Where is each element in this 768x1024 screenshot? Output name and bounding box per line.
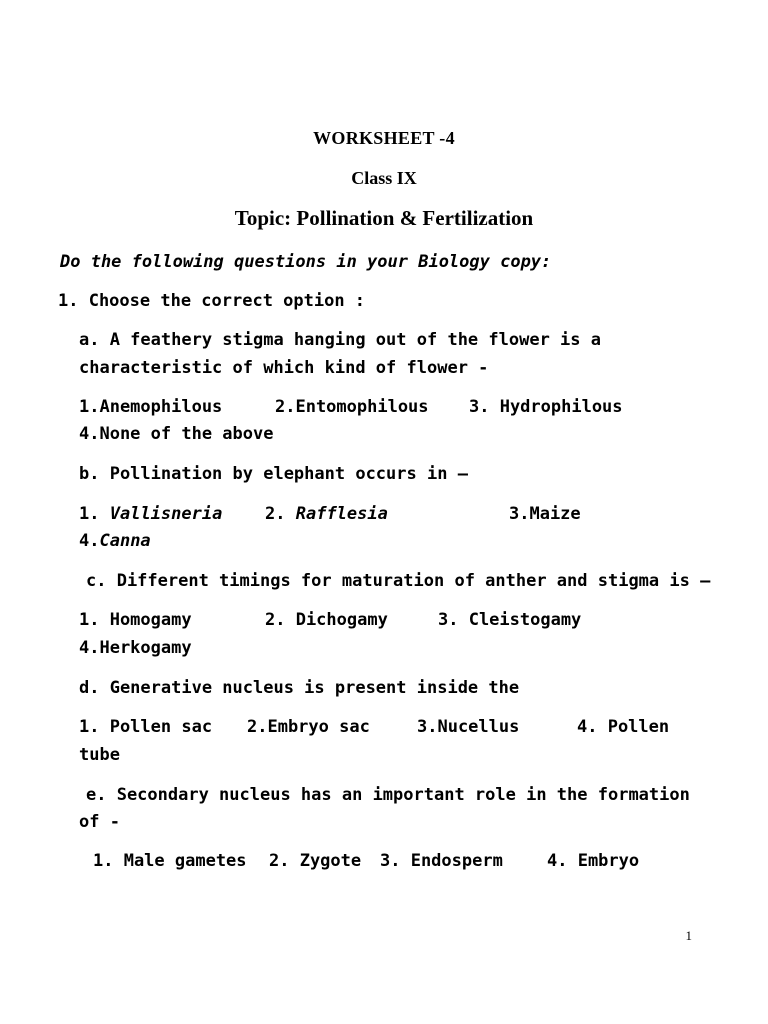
- part-e-option-1: 1. Male gametes: [93, 851, 247, 871]
- part-b-option-1-number: 1.: [79, 504, 100, 524]
- part-d-option-4: 4. Pollen: [577, 717, 670, 737]
- part-e-option-4: 4. Embryo: [547, 851, 640, 871]
- part-b-option-2-text: Rafflesia: [295, 504, 388, 524]
- instruction-text: Do the following questions in your Biology copy:: [60, 252, 552, 272]
- part-b-option-2: [265, 504, 388, 524]
- part-d-option-4-continued: tube: [79, 745, 120, 765]
- part-b-option-3: 3.Maize: [509, 504, 581, 524]
- part-b-option-1-text: Vallisneria: [109, 504, 223, 524]
- part-d-question: d. Generative nucleus is present inside the: [79, 678, 520, 698]
- part-c-question: c. Different timings for maturation of anther and stigma is –: [86, 571, 711, 591]
- part-b-option-4-number: 4.: [79, 531, 100, 551]
- part-d-option-3: 3.Nucellus: [417, 717, 520, 737]
- part-e-line-1: e. Secondary nucleus has an important role in the formation: [86, 785, 690, 805]
- part-c-option-2: 2. Dichogamy: [265, 610, 388, 630]
- part-c-option-3: 3. Cleistogamy: [438, 610, 582, 630]
- part-a-option-2: 2.Entomophilous: [275, 397, 429, 417]
- part-e-line-2: of -: [79, 812, 120, 832]
- topic-heading: Topic: Pollination & Fertilization: [234, 206, 534, 230]
- part-b-option-2-number: 2.: [265, 504, 286, 524]
- part-b-option-4-text: Canna: [99, 531, 151, 551]
- part-d-option-1: 1. Pollen sac: [79, 717, 213, 737]
- part-a-option-1: 1.Anemophilous: [79, 397, 223, 417]
- part-b-question: b. Pollination by elephant occurs in –: [79, 464, 468, 484]
- worksheet-title: WORKSHEET -4: [313, 128, 455, 148]
- page-number: 1: [685, 928, 692, 943]
- part-a-line-2: characteristic of which kind of flower -: [79, 358, 489, 378]
- part-a-option-3: 3. Hydrophilous: [469, 397, 623, 417]
- question-1-title: 1. Choose the correct option :: [58, 291, 366, 311]
- part-a-line-1: a. A feathery stigma hanging out of the flower is a: [79, 330, 601, 350]
- part-a-option-4: 4.None of the above: [79, 424, 274, 444]
- part-d-option-2: 2.Embryo sac: [247, 717, 370, 737]
- part-b-option-4: [79, 531, 151, 551]
- part-b-option-1: [79, 504, 222, 524]
- part-e-option-3: 3. Endosperm: [380, 851, 503, 871]
- class-label: Class IX: [351, 168, 417, 188]
- part-e-option-2: 2. Zygote: [269, 851, 362, 871]
- part-c-option-4: 4.Herkogamy: [79, 638, 192, 658]
- part-c-option-1: 1. Homogamy: [79, 610, 192, 630]
